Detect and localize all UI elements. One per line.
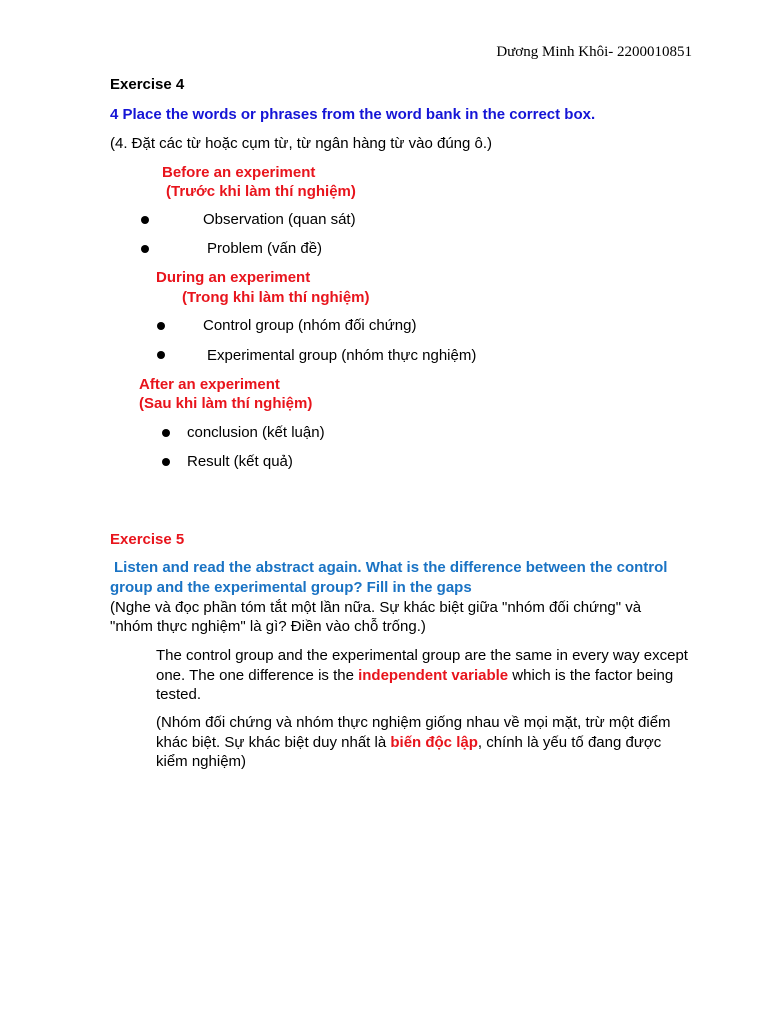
exercise5-title: Exercise 5 [110,531,185,548]
section-before-heading: Before an experiment [162,164,316,181]
list-item: Problem (vấn đề) [207,240,323,257]
author-line: Dương Minh Khôi- 2200010851 [496,44,692,60]
exercise5-translation-line1: (Nghe và đọc phần tóm tắt một lần nữa. Sự khác biệt giữa "nhóm đối chứng" và [110,599,642,616]
answer-paragraph-vi [156,713,696,772]
answer-vi-text-after: , chính là yếu tố đang được kiểm nghiệm) [156,733,662,770]
exercise5-translation-line2: "nhóm thực nghiệm" là gì? Điền vào chỗ trống.) [110,618,426,635]
list-item: Result (kết quả) [187,453,293,470]
list-item: Experimental group (nhóm thực nghiệm) [207,347,477,364]
answer-en-text-before: The control group and the experimental group are the same in every way except one. The one difference is the [156,647,688,684]
exercise5-instruction-line1: Listen and read the abstract again. What is the difference between the control [114,559,668,576]
answer-en-highlight: independent variable [358,666,509,684]
list-item: Observation (quan sát) [203,211,356,228]
bullet-icon [162,458,170,466]
exercise5-instruction-line2: group and the experimental group? Fill in the gaps [110,579,472,596]
answer-vi-text-before: (Nhóm đối chứng và nhóm thực nghiệm giống nhau về mọi mặt, trừ một điểm khác biệt. Sự khác biệt duy nhất là [156,714,671,751]
section-during-heading: During an experiment [156,269,311,286]
exercise4-instruction: 4 Place the words or phrases from the word bank in the correct box. [110,106,596,123]
answer-en-text-after: which is the factor being tested. [156,666,674,703]
list-item: conclusion (kết luận) [187,424,325,441]
bullet-icon [157,351,165,359]
exercise4-title: Exercise 4 [110,76,185,93]
answer-vi-highlight: biến độc lập [390,733,478,751]
bullet-icon [162,429,170,437]
bullet-icon [141,216,149,224]
section-after-heading: After an experiment [139,376,280,393]
bullet-icon [141,245,149,253]
section-during-heading-vi: (Trong khi làm thí nghiệm) [182,289,370,306]
exercise4-translation: (4. Đặt các từ hoặc cụm từ, từ ngân hàng từ vào đúng ô.) [110,135,493,152]
bullet-icon [157,322,165,330]
answer-paragraph-en [156,646,696,705]
list-item: Control group (nhóm đối chứng) [203,317,417,334]
section-after-heading-vi: (Sau khi làm thí nghiệm) [139,395,313,412]
section-before-heading-vi: (Trước khi làm thí nghiệm) [166,183,356,200]
